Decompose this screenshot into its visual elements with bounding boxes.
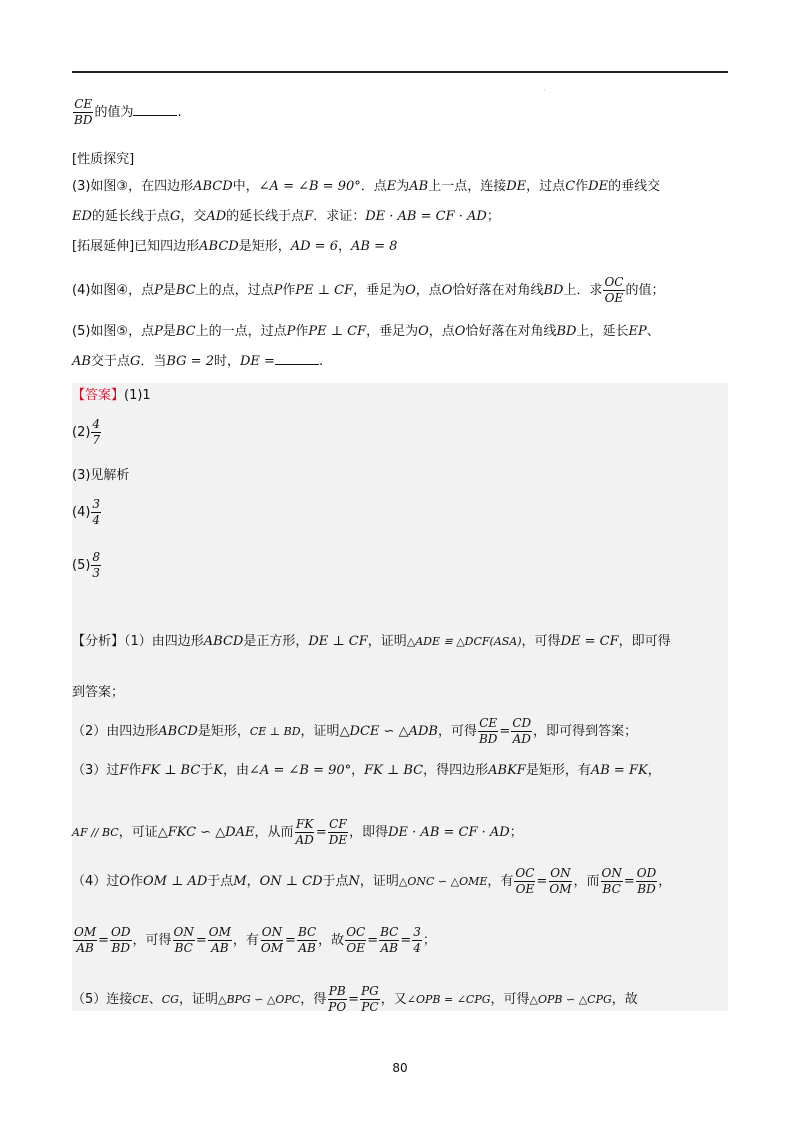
extension-line: [拓展延伸]已知四边形ABCD是矩形，AD = 6，AB = 8 xyxy=(72,239,398,254)
fraction: $\frac{PG}{PC}$ xyxy=(361,984,379,1014)
header-rule xyxy=(72,71,728,73)
analysis-line7: $\frac{OM}{AB}$ = $\frac{OD}{BD}$ ，可得 $\frac{ON}{BC}$ = $\frac{OM}{AB}$ ，有 $\frac{ON}{OM}$ = $\frac{BC}{AB}$ ，故 $\frac{OC}{OE}$ = $\frac{BC}{AB}$ = $\frac{3}{4}$ ； xyxy=(74,925,436,955)
analysis-line5: AF // BC，可证△FKC ∽ △DAE，从而 $\frac{FK}{AD}$ = $\frac{CF}{DE}$ ，即得DE · AB = CF · AD； xyxy=(72,817,523,847)
analysis-line1: 【分析】（1）由四边形ABCD是正方形，DE ⊥ CF，证明△ADE ≌ △DCF(ASA)，可得DE = CF，即可得 xyxy=(72,634,671,649)
answer-4-fraction: $\frac{3}{4}$ xyxy=(92,497,101,527)
answer-label: 【答案】 xyxy=(72,388,125,403)
q5-line1: (5)如图⑤，点P是BC上的一点，过点P作PE ⊥ CF，垂足为O，点O恰好落在对角线BD上，延长EP、 xyxy=(72,324,660,339)
answer-panel xyxy=(72,383,728,1011)
fraction: $\frac{CF}{DE}$ xyxy=(328,817,348,847)
fraction: $\frac{ON}{BC}$ xyxy=(601,866,622,896)
fraction: $\frac{FK}{AD}$ xyxy=(295,817,314,847)
fraction: $\frac{3}{4}$ xyxy=(413,925,421,955)
ce-bd-fraction: $\frac{CE}{BD}$ xyxy=(74,97,93,127)
q3-line1: (3)如图③，在四边形ABCD中，∠A = ∠B = 90°．点E为AB上一点，连接DE，过点C作DE的垂线交 xyxy=(72,179,661,194)
answer-3: (3)见解析 xyxy=(72,468,130,483)
fraction: $\frac{OM}{AB}$ xyxy=(208,925,231,955)
fraction: $\frac{ON}{BC}$ xyxy=(173,925,194,955)
analysis-line8: （5）连接CE、CG，证明△BPG ∽ △OPC，得 $\frac{PB}{PO}$ = $\frac{PG}{PC}$ ，又∠OPB = ∠CPG，可得△OPB ∽ △CPG，故 xyxy=(72,984,638,1014)
fraction: $\frac{CE}{BD}$ xyxy=(478,716,498,746)
analysis-line3: （2）由四边形ABCD是矩形，CE ⊥ BD，证明△DCE ∽ △ADB，可得 $\frac{CE}{BD}$ = $\frac{CD}{AD}$ ，即可得到答案； xyxy=(72,716,638,746)
top-line: $\frac{CE}{BD}$ 的值为 . xyxy=(74,97,182,127)
analysis-line2: 到答案； xyxy=(72,685,125,700)
answer-2-fraction: $\frac{4}{7}$ xyxy=(92,417,101,447)
fraction: $\frac{OC}{OE}$ xyxy=(515,866,535,896)
fraction: $\frac{BC}{AB}$ xyxy=(380,925,399,955)
answer-2: (2) $\frac{4}{7}$ xyxy=(72,417,101,447)
q5-line2: AB交于点G．当BG = 2时，DE = . xyxy=(72,354,324,369)
q4-line: (4)如图④，点P是BC上的点，过点P作PE ⊥ CF，垂足为O，点O恰好落在对角线BD上．求 $\frac{OC}{OE}$ 的值； xyxy=(72,275,665,305)
q3-line2: ED的延长线于点G，交AD的延长线于点F．求证：DE · AB = CF · AD； xyxy=(72,209,500,224)
fraction: $\frac{OD}{BD}$ xyxy=(111,925,131,955)
fraction: $\frac{ON}{OM}$ xyxy=(260,925,284,955)
fraction: $\frac{ON}{OM}$ xyxy=(549,866,572,896)
fraction: $\frac{BC}{AB}$ xyxy=(297,925,317,955)
header-mark: · xyxy=(543,86,546,95)
fraction: $\frac{OD}{BD}$ xyxy=(636,866,657,896)
fraction: $\frac{CD}{AD}$ xyxy=(512,716,532,746)
section-property: [性质探究] xyxy=(72,152,135,167)
answer-5-fraction: $\frac{8}{3}$ xyxy=(92,550,101,580)
analysis-line6: （4）过O作OM ⊥ AD于点M，ON ⊥ CD于点N，证明△ONC ∽ △OME，有 $\frac{OC}{OE}$ = $\frac{ON}{OM}$ ，而 $\frac{ON}{BC}$ = $\frac{OD}{BD}$ ， xyxy=(72,866,672,896)
answer-blank-2 xyxy=(275,352,319,365)
oc-oe-fraction: $\frac{OC}{OE}$ xyxy=(604,275,624,305)
answer-5: (5) $\frac{8}{3}$ xyxy=(72,550,101,580)
answer-4: (4) $\frac{3}{4}$ xyxy=(72,497,101,527)
page-number: 80 xyxy=(392,1061,408,1075)
fraction: $\frac{PB}{PO}$ xyxy=(328,984,347,1014)
fraction: $\frac{OC}{OE}$ xyxy=(346,925,366,955)
analysis-line4: （3）过F作FK ⊥ BC于K，由∠A = ∠B = 90°，FK ⊥ BC，得四边形ABKF是矩形，有AB = FK， xyxy=(72,763,661,778)
fraction: $\frac{OM}{AB}$ xyxy=(74,925,97,955)
answer-blank xyxy=(133,103,177,116)
answer-1: 【答案】(1)1 xyxy=(72,388,151,403)
